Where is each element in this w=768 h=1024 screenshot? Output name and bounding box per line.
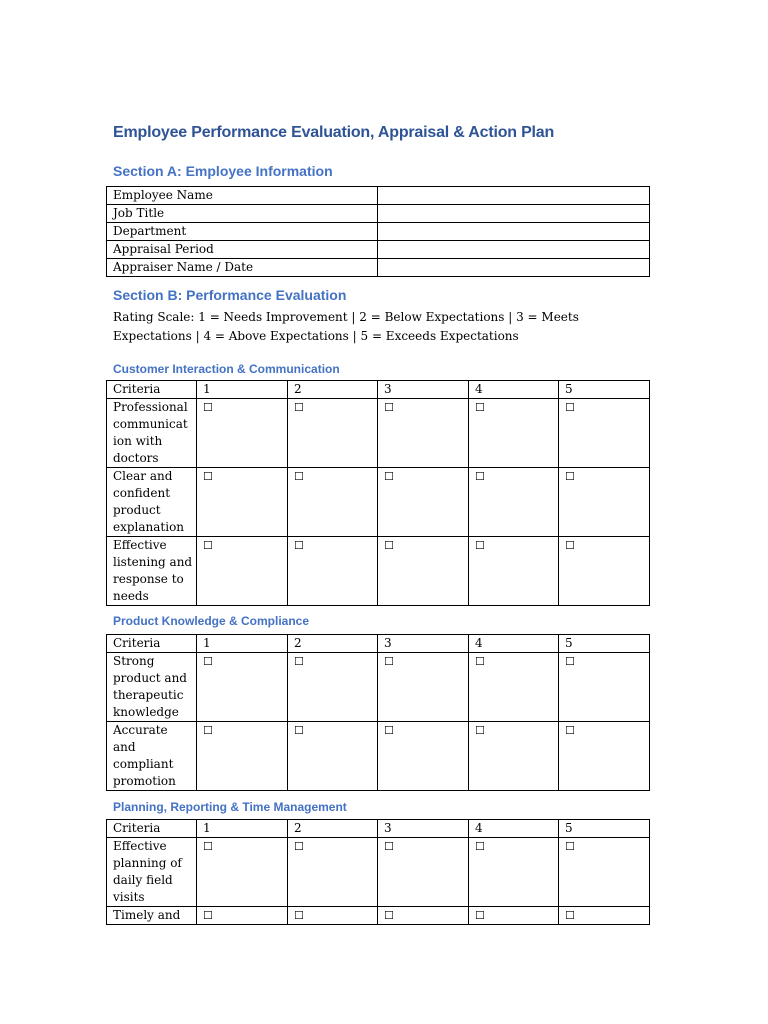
rating-checkbox-3[interactable]: ☐	[384, 909, 394, 922]
criteria-label: Timely and	[107, 907, 197, 925]
rating-cell-3	[378, 722, 469, 791]
rating-checkbox-2[interactable]: ☐	[294, 840, 304, 853]
rating-cell-5	[559, 838, 650, 907]
rating-checkbox-2[interactable]: ☐	[294, 724, 304, 737]
rating-column-header-5: 5	[559, 820, 650, 838]
rating-checkbox-3[interactable]: ☐	[384, 470, 394, 483]
rating-column-header-2: 2	[288, 635, 378, 653]
rating-column-header-1: 1	[197, 635, 288, 653]
rating-checkbox-2[interactable]: ☐	[294, 909, 304, 922]
rating-column-header-5: 5	[559, 381, 650, 399]
rating-checkbox-2[interactable]: ☐	[294, 655, 304, 668]
rating-checkbox-3[interactable]: ☐	[384, 401, 394, 414]
rating-cell-1	[197, 722, 288, 791]
rating-cell-5	[559, 399, 650, 468]
rating-checkbox-4[interactable]: ☐	[475, 401, 485, 414]
rating-cell-2	[288, 537, 378, 606]
job-title-field[interactable]	[378, 205, 650, 223]
rating-checkbox-3[interactable]: ☐	[384, 655, 394, 668]
rating-cell-3	[378, 468, 469, 537]
rating-column-header-4: 4	[469, 820, 559, 838]
table-row	[107, 259, 650, 277]
rating-checkbox-1[interactable]: ☐	[203, 840, 213, 853]
rating-checkbox-5[interactable]: ☐	[565, 840, 575, 853]
rating-checkbox-1[interactable]: ☐	[203, 470, 213, 483]
rating-checkbox-1[interactable]: ☐	[203, 909, 213, 922]
criteria-label: Accurate and compliant promotion	[107, 722, 197, 791]
department-label: Department	[107, 223, 378, 241]
group-heading-product-knowledge: Product Knowledge & Compliance	[113, 614, 310, 628]
rating-checkbox-4[interactable]: ☐	[475, 840, 485, 853]
rating-checkbox-4[interactable]: ☐	[475, 909, 485, 922]
rating-cell-1	[197, 838, 288, 907]
criteria-label: Effective listening and response to needs	[107, 537, 197, 606]
table-header-row	[107, 820, 650, 838]
criteria-label: Clear and confident product explanation	[107, 468, 197, 537]
rating-checkbox-3[interactable]: ☐	[384, 539, 394, 552]
rating-cell-1	[197, 653, 288, 722]
rating-cell-2	[288, 468, 378, 537]
employee-info-table	[106, 186, 650, 277]
rating-cell-4	[469, 838, 559, 907]
rating-column-header-5: 5	[559, 635, 650, 653]
rating-checkbox-1[interactable]: ☐	[203, 401, 213, 414]
appraiser-name-date-label: Appraiser Name / Date	[107, 259, 378, 277]
table-row	[107, 468, 650, 537]
rating-cell-1	[197, 907, 288, 925]
rating-column-header-4: 4	[469, 635, 559, 653]
rating-column-header-4: 4	[469, 381, 559, 399]
employee-name-field[interactable]	[378, 187, 650, 205]
table-row	[107, 399, 650, 468]
rating-cell-4	[469, 468, 559, 537]
rating-column-header-3: 3	[378, 635, 469, 653]
table-row	[107, 722, 650, 791]
criteria-label: Professional communicat ion with doctors	[107, 399, 197, 468]
criteria-column-header: Criteria	[107, 381, 197, 399]
table-row	[107, 205, 650, 223]
department-field[interactable]	[378, 223, 650, 241]
rating-scale-text: Rating Scale: 1 = Needs Improvement | 2 = Below Expectations | 3 = Meets Expectations | 4 = Above Expectations | 5 = Exceeds Expectations	[113, 310, 579, 343]
rating-checkbox-2[interactable]: ☐	[294, 539, 304, 552]
rating-checkbox-3[interactable]: ☐	[384, 840, 394, 853]
appraiser-name-date-field[interactable]	[378, 259, 650, 277]
rating-cell-3	[378, 907, 469, 925]
rating-column-header-1: 1	[197, 381, 288, 399]
table-header-row	[107, 635, 650, 653]
table-row	[107, 838, 650, 907]
rating-checkbox-2[interactable]: ☐	[294, 401, 304, 414]
table-row	[107, 187, 650, 205]
section-a-heading: Section A: Employee Information	[113, 163, 333, 179]
rating-column-header-3: 3	[378, 381, 469, 399]
criteria-table-customer-interaction	[106, 380, 650, 606]
rating-checkbox-1[interactable]: ☐	[203, 655, 213, 668]
appraisal-period-field[interactable]	[378, 241, 650, 259]
rating-cell-2	[288, 722, 378, 791]
rating-checkbox-5[interactable]: ☐	[565, 401, 575, 414]
table-row	[107, 223, 650, 241]
table-row	[107, 907, 650, 925]
group-heading-customer-interaction: Customer Interaction & Communication	[113, 362, 340, 376]
rating-cell-5	[559, 653, 650, 722]
rating-checkbox-4[interactable]: ☐	[475, 724, 485, 737]
section-b-heading: Section B: Performance Evaluation	[113, 287, 347, 303]
rating-cell-3	[378, 399, 469, 468]
table-row	[107, 241, 650, 259]
rating-checkbox-5[interactable]: ☐	[565, 539, 575, 552]
rating-column-header-1: 1	[197, 820, 288, 838]
rating-checkbox-4[interactable]: ☐	[475, 655, 485, 668]
table-row	[107, 653, 650, 722]
rating-cell-1	[197, 399, 288, 468]
rating-checkbox-3[interactable]: ☐	[384, 724, 394, 737]
rating-cell-5	[559, 907, 650, 925]
rating-cell-1	[197, 537, 288, 606]
table-header-row	[107, 381, 650, 399]
rating-cell-2	[288, 653, 378, 722]
rating-cell-3	[378, 838, 469, 907]
rating-cell-4	[469, 907, 559, 925]
rating-checkbox-5[interactable]: ☐	[565, 655, 575, 668]
rating-checkbox-1[interactable]: ☐	[203, 539, 213, 552]
group-heading-planning-reporting: Planning, Reporting & Time Management	[113, 800, 347, 814]
rating-cell-4	[469, 653, 559, 722]
rating-checkbox-1[interactable]: ☐	[203, 724, 213, 737]
rating-checkbox-4[interactable]: ☐	[475, 470, 485, 483]
criteria-label: Effective planning of daily field visits	[107, 838, 197, 907]
job-title-label: Job Title	[107, 205, 378, 223]
rating-checkbox-5[interactable]: ☐	[565, 470, 575, 483]
rating-checkbox-5[interactable]: ☐	[565, 909, 575, 922]
criteria-column-header: Criteria	[107, 635, 197, 653]
rating-cell-4	[469, 537, 559, 606]
document-title: Employee Performance Evaluation, Appraisal & Action Plan	[113, 124, 555, 141]
rating-cell-5	[559, 722, 650, 791]
rating-checkbox-4[interactable]: ☐	[475, 539, 485, 552]
criteria-column-header: Criteria	[107, 820, 197, 838]
rating-cell-3	[378, 653, 469, 722]
rating-cell-5	[559, 537, 650, 606]
rating-checkbox-2[interactable]: ☐	[294, 470, 304, 483]
rating-column-header-2: 2	[288, 381, 378, 399]
rating-cell-4	[469, 399, 559, 468]
rating-cell-2	[288, 838, 378, 907]
rating-cell-2	[288, 907, 378, 925]
appraisal-period-label: Appraisal Period	[107, 241, 378, 259]
table-row	[107, 537, 650, 606]
rating-column-header-3: 3	[378, 820, 469, 838]
rating-cell-1	[197, 468, 288, 537]
employee-name-label: Employee Name	[107, 187, 378, 205]
criteria-table-product-knowledge	[106, 634, 650, 791]
criteria-label: Strong product and therapeutic knowledge	[107, 653, 197, 722]
rating-checkbox-5[interactable]: ☐	[565, 724, 575, 737]
rating-cell-3	[378, 537, 469, 606]
rating-column-header-2: 2	[288, 820, 378, 838]
rating-cell-4	[469, 722, 559, 791]
rating-cell-2	[288, 399, 378, 468]
rating-cell-5	[559, 468, 650, 537]
criteria-table-planning-reporting	[106, 819, 650, 925]
